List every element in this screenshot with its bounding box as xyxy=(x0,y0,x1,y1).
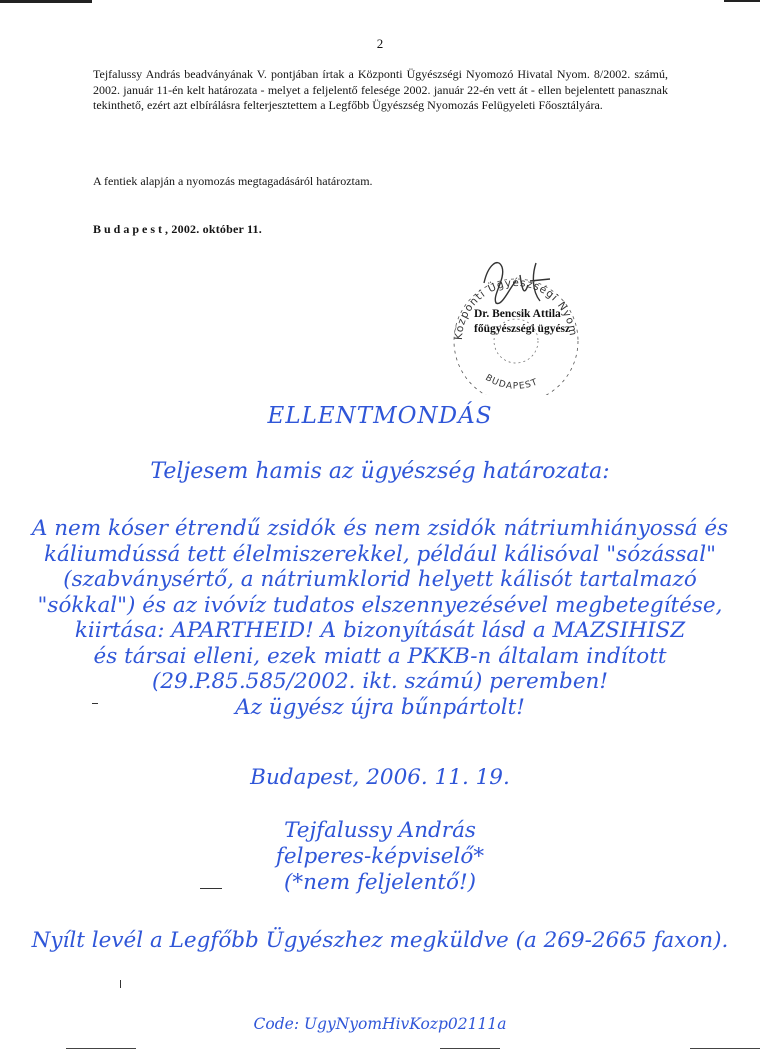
overlay-body-line: káliumdússá tett élelmiszerekkel, például kálisóval "sózással" xyxy=(44,541,716,567)
overlay-code: Code: UgyNyomHivKozp02111a xyxy=(253,1015,507,1033)
overlay-author xyxy=(0,818,760,896)
overlay-body-line: (29.P.85.585/2002. ikt. számú) peremben! xyxy=(151,669,609,694)
scan-speck xyxy=(200,888,222,889)
overlay-subheading: Teljesem hamis az ügyészség határozata: xyxy=(150,459,610,484)
date-value: , 2002. október 11. xyxy=(165,222,262,236)
signer-block xyxy=(474,307,570,337)
typed-paragraph-2-text: A fentiek alapján a nyomozás megtagadásáról határoztam. xyxy=(93,174,373,188)
overlay-body xyxy=(0,516,760,720)
stamp-city-text: BUDAPEST xyxy=(483,373,540,392)
scan-edge-mark xyxy=(690,1048,760,1049)
scan-speck xyxy=(120,980,121,988)
signer-name: Dr. Bencsik Attila xyxy=(474,308,561,320)
scan-edge-mark xyxy=(440,1048,500,1049)
overlay-body-line: kiirtása: APARTHEID! A bizonyítását lásd a MAZSIHISZ xyxy=(74,618,686,643)
overlay-body-line: A nem kóser étrendű zsidók és nem zsidók nátriumhiányossá és xyxy=(31,516,729,541)
typed-paragraph-1 xyxy=(93,67,668,114)
author-name: Tejfalussy András xyxy=(284,818,476,843)
author-role: felperes-képviselő* xyxy=(275,844,485,869)
scan-edge-mark xyxy=(0,0,92,3)
typed-date-line xyxy=(93,222,668,238)
overlay-open-letter: Nyílt levél a Legfőbb Ügyészhez megküldve (a 269-2665 faxon). xyxy=(31,928,729,953)
overlay-body-line: (szabványsértő, a nátriumklorid helyett kálisót tartalmazó xyxy=(63,567,697,592)
date-place: Budapest xyxy=(93,222,166,236)
author-note: (*nem feljelentő!) xyxy=(284,870,476,895)
overlay-body-line: Az ügyész újra bűnpártolt! xyxy=(235,694,525,720)
scan-speck xyxy=(92,703,98,704)
scan-edge-mark xyxy=(724,0,760,2)
typed-paragraph-1-text: Tejfalussy András beadványának V. pontjában írtak a Központi Ügyészségi Nyomozó Hivatal Nyom. 8/2002. számú, 2002. január 11-én kelt határozata - melyet a feljelentő felesége 2002. január 22-én vett át - ellen bejelentett panasznak tekinthető, ezért azt elbírálásra felterjesztettem a Legfőbb Ügyészség Nyomozás Felügyeleti Főosztályára. xyxy=(93,67,668,112)
scan-edge-mark xyxy=(66,1048,136,1049)
overlay-body-line: "sókkal") és az ivóvíz tudatos elszennyezésével megbetegítése, xyxy=(37,592,723,618)
stamp-ring-text: Központi Ügyészségi Nyom xyxy=(452,276,580,341)
overlay-place-date: Budapest, 2006. 11. 19. xyxy=(250,765,510,790)
overlay-heading: ELLENTMONDÁS xyxy=(267,403,493,429)
page-number: 2 xyxy=(376,36,384,51)
svg-text:BUDAPEST xyxy=(483,373,539,392)
overlay-body-line: és társai elleni, ezek miatt a PKKB-n általam indított xyxy=(93,643,667,669)
signer-title: főügyészségi ügyész xyxy=(474,323,571,335)
typed-paragraph-2 xyxy=(93,174,668,190)
